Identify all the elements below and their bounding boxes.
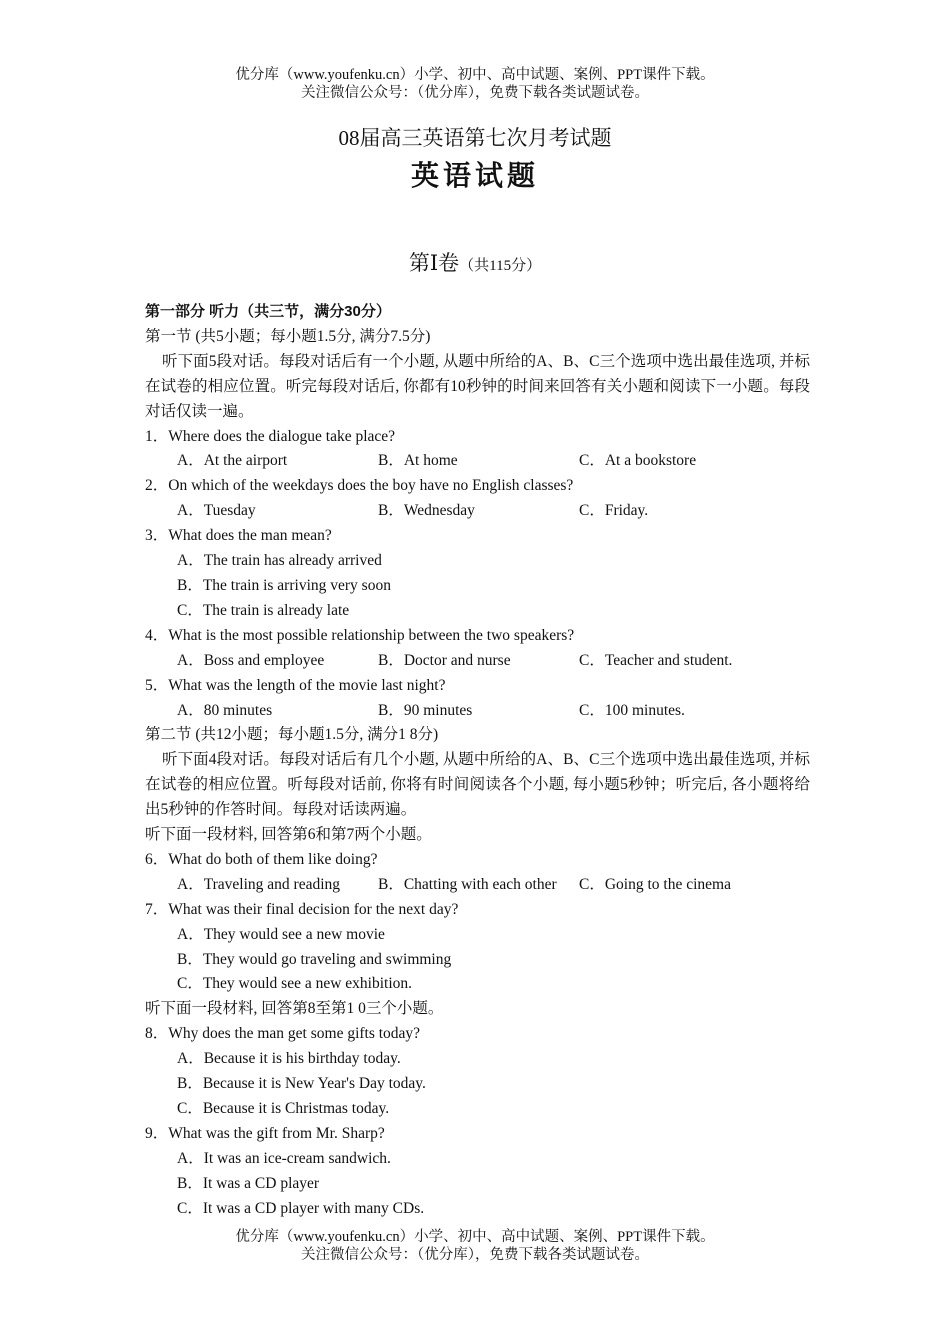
option-a: A．Traveling and reading: [177, 875, 341, 893]
question-5-options: [145, 699, 810, 724]
option-b: B．At home: [378, 452, 458, 470]
section1-heading: 第一节 (共5小题；每小题1.5分, 满分7.5分): [145, 327, 431, 345]
option-c: C．Teacher and student.: [579, 651, 733, 669]
footer-line-1: 优分库（www.youfenku.cn）小学、初中、高中试题、案例、PPT课件下载。: [235, 1229, 715, 1245]
option-c: C．At a bookstore: [579, 452, 697, 470]
question-2-options: [145, 499, 810, 524]
header-line-2: 关注微信公众号：（优分库），免费下载各类试题试卷。: [301, 85, 649, 101]
option-a: A．They would see a new movie: [177, 925, 385, 943]
option-a: A．At the airport: [177, 452, 288, 470]
option-c: C．Friday.: [579, 502, 649, 520]
option-a: A．Tuesday: [177, 502, 256, 520]
option-b: B．The train is arriving very soon: [177, 576, 391, 594]
section2-heading: 第二节 (共12小题；每小题1.5分, 满分1 8分): [145, 726, 439, 744]
page-footer: [0, 1228, 950, 1264]
option-c: C．The train is already late: [177, 601, 350, 619]
option-a: A．The train has already arrived: [177, 552, 382, 570]
question-9: 9．What was the gift from Mr. Sharp?: [145, 1124, 385, 1142]
volume-score: （共115分）: [459, 258, 542, 274]
part1-heading: 第一部分 听力（共三节，满分30分）: [145, 303, 391, 320]
section1-instructions: 听下面5段对话。每段对话后有一个小题, 从题中所给的A、B、C三个选项中选出最佳选项, 并标在试卷的相应位置。听完每段对话后, 你都有10秒钟的时间来回答有关小题和阅读下一小题。每段对话仅读一遍。: [145, 352, 810, 420]
question-8: 8．Why does the man get some gifts today?: [145, 1025, 421, 1043]
option-b: B．90 minutes: [378, 701, 473, 719]
header-line-1: 优分库（www.youfenku.cn）小学、初中、高中试题、案例、PPT课件下载。: [235, 67, 715, 83]
option-c: C．They would see a new exhibition.: [177, 975, 413, 993]
material-note-2: 听下面一段材料, 回答第8至第1 0三个小题。: [145, 1000, 444, 1018]
option-b: B．It was a CD player: [177, 1174, 320, 1192]
question-6: 6．What do both of them like doing?: [145, 850, 378, 868]
option-c: C．It was a CD player with many CDs.: [177, 1199, 425, 1217]
exam-content: [145, 300, 810, 1222]
question-1: 1．Where does the dialogue take place?: [145, 427, 396, 445]
question-6-options: [145, 873, 810, 898]
option-a: A．Because it is his birthday today.: [177, 1050, 401, 1068]
option-c: C．Because it is Christmas today.: [177, 1100, 390, 1117]
material-note-1: 听下面一段材料, 回答第6和第7两个小题。: [145, 826, 432, 844]
option-b: B．Wednesday: [378, 502, 475, 520]
question-3: 3．What does the man mean?: [145, 527, 332, 545]
question-5: 5．What was the length of the movie last night?: [145, 676, 446, 694]
option-b: B．They would go traveling and swimming: [177, 950, 452, 968]
question-2: 2．On which of the weekdays does the boy have no English classes?: [145, 477, 574, 495]
question-4: 4．What is the most possible relationship between the two speakers?: [145, 626, 575, 644]
option-b: B．Because it is New Year's Day today.: [177, 1075, 426, 1093]
exam-title: 08届高三英语第七次月考试题: [338, 126, 612, 150]
volume-heading: [0, 247, 950, 277]
question-4-options: [145, 649, 810, 674]
option-c: C．100 minutes.: [579, 701, 685, 719]
option-a: A．It was an ice-cream sandwich.: [177, 1149, 391, 1167]
footer-line-2: 关注微信公众号：（优分库），免费下载各类试题试卷。: [301, 1247, 649, 1263]
option-c: C．Going to the cinema: [579, 875, 731, 893]
question-7: 7．What was their final decision for the next day?: [145, 900, 459, 918]
volume-name: 第Ⅰ卷: [408, 251, 460, 275]
option-a: A．Boss and employee: [177, 651, 325, 669]
section2-instructions: 听下面4段对话。每段对话后有几个小题, 从题中所给的A、B、C三个选项中选出最佳选项, 并标在试卷的相应位置。听每段对话前, 你将有时间阅读各个小题, 每小题5秒钟；听完后, 各小题将给出5秒钟的作答时间。每段对话读两遍。: [145, 751, 810, 819]
exam-subtitle: 英语试题: [410, 161, 539, 192]
option-b: B．Chatting with each other: [378, 875, 557, 893]
question-1-options: [145, 449, 810, 474]
option-a: A．80 minutes: [177, 701, 273, 719]
page-header: [0, 66, 950, 102]
option-b: B．Doctor and nurse: [378, 651, 511, 669]
